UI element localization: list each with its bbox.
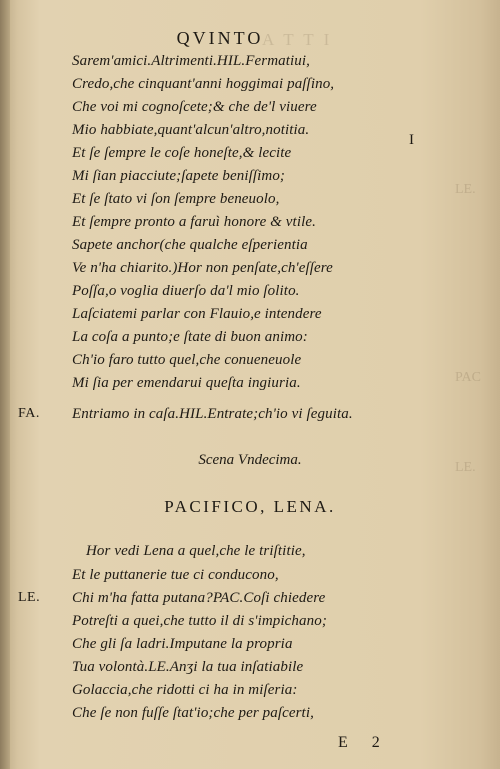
verse-line: Che ſe non fuſſe ſtat'io;che per paſcerti, (72, 705, 314, 721)
verse-line: Sapete anchor(che qualche eſperientia (72, 237, 308, 253)
verse-line: Che gli ſa ladri.Imputane la propria (72, 636, 293, 652)
verse-line: Che voi mi cognoſcete;& che de'l viuere (72, 99, 317, 115)
show-through-text: LE. (455, 182, 476, 197)
verse-line: Ch'io faro tutto quel,che conueneuole (72, 352, 302, 368)
scene-title: Scena Vndecima. (198, 452, 302, 468)
verse-line: Et ſe ſempre le coſe honeſte,& lecite (72, 145, 292, 161)
verse-line: Et ſempre pronto a faruì honore & vtile. (72, 214, 316, 230)
verse-line: Laſciatemi parlar con Flauio,e intendere (72, 306, 322, 322)
signature-mark: E 2 (338, 734, 390, 751)
show-through-text: PAC (455, 370, 481, 385)
scene-cast: PACIFICO, LENA. (164, 497, 336, 516)
verse-line: Hor vedi Lena a quel,che le triſtitie, (86, 543, 306, 559)
verse-line: Entriamo in caſa.HIL.Entrate;ch'io vi ſeguita. (72, 406, 353, 422)
show-through-head: A T T I (262, 30, 333, 49)
verse-line: Ve n'ha chiarito.)Hor non penſate,ch'eſſere (72, 260, 333, 276)
verse-line: Credo,che cinquant'anni hoggimai paſſino, (72, 76, 335, 92)
verse-line: Et le puttanerie tue ci conducono, (72, 567, 279, 583)
show-through-text: LE. (455, 460, 476, 475)
verse-line: Mio habbiate,quant'alcun'altro,notitia. (72, 122, 310, 138)
margin-mark: I (409, 132, 414, 148)
verse-line: La coſa a punto;e ſtate di buon animo: (72, 329, 308, 345)
verse-line: Chi m'ha fatta putana?PAC.Coſi chiedere (72, 590, 326, 606)
verse-line: Sarem'amici.Altrimenti.HIL.Fermatiui, (72, 53, 310, 69)
page-spine-shadow (0, 0, 10, 769)
verse-line: Potreſti a quei,che tutto il di s'impichano; (72, 613, 327, 629)
verse-line: Mi ſian piacciute;ſapete beniſſimo; (72, 168, 286, 184)
verse-line: Poſſa,o voglia diuerſo da'l mio ſolito. (72, 283, 300, 299)
verse-line: Tua volontà.LE.Anʒi la tua inſatiabile (72, 659, 304, 675)
speaker-label-le: LE. (18, 590, 41, 605)
verse-line: Golaccia,che ridotti ci ha in miſeria: (72, 682, 298, 698)
running-head: QVINTO (176, 28, 264, 48)
speaker-label-fa: FA. (18, 406, 40, 421)
verse-line: Et ſe ſtato vi ſon ſempre beneuolo, (72, 191, 280, 207)
verse-line: Mi ſia per emendarui queſta ingiuria. (72, 375, 301, 391)
